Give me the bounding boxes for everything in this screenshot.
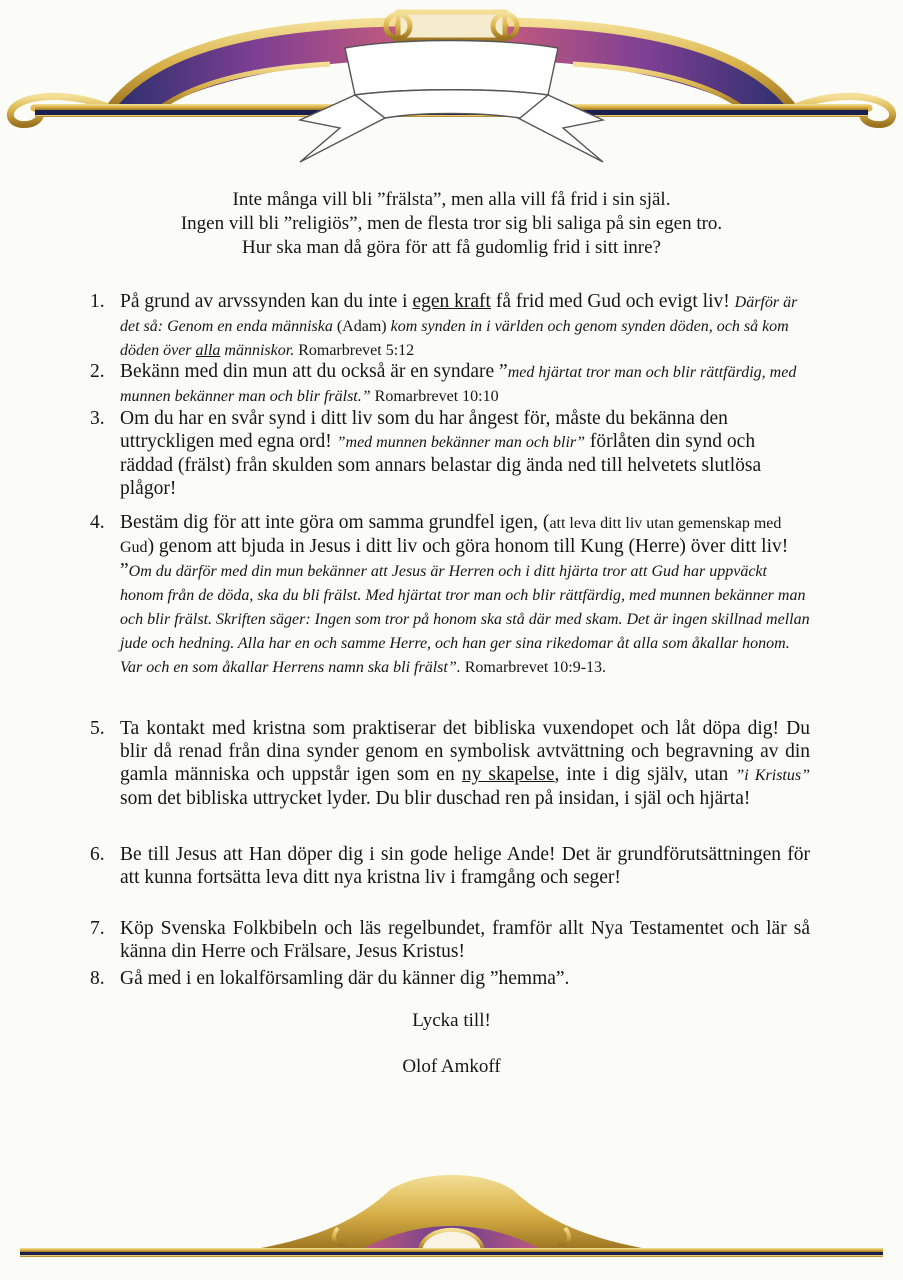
item-text: få frid med Gud och evigt liv!: [490, 291, 735, 312]
bible-reference: Romarbrevet 10:9-13.: [460, 659, 607, 676]
item-text: Köp Svenska Folkbibeln och läs regelbundet, framför allt Nya Testamentet och lär så känna din Herre och Frälsare, Jesus Kristus!: [120, 918, 810, 962]
item-number: 7.: [90, 918, 105, 939]
bottom-ornament: [0, 1168, 903, 1268]
item-quote: människor.: [220, 342, 295, 359]
intro-line: Inte många vill bli ”frälsta”, men alla vill få frid i sin själ.: [232, 189, 671, 210]
item-text: Ta kontakt med kristna som praktiserar det bibliska vuxendopet och låt döpa dig! Du blir då renad från dina synder genom en symbolisk avtvättning och begravning av din gamla människa och uppstår igen som en: [120, 718, 810, 785]
item-quote: kom synden in i världen och genom synden döden, och så kom döden över: [120, 318, 789, 359]
item-number: 3.: [90, 408, 105, 429]
item-quote: ”med munnen bekänner man och blir”: [336, 434, 586, 451]
list-item: [90, 511, 810, 713]
intro-line: Hur ska man då göra för att få gudomlig frid i sitt inre?: [242, 237, 661, 258]
item-underlined: egen kraft: [412, 291, 491, 312]
item-text: Be till Jesus att Han döper dig i sin gode helige Ande! Det är grundförutsättningen för att kunna fortsätta leva ditt nya kristna liv i framgång och seger!: [120, 844, 810, 888]
bible-reference: Romarbrevet 10:10: [370, 388, 499, 405]
steps-list: [90, 290, 810, 991]
item-text: Gå med i en lokalförsamling där du känner dig ”hemma”.: [120, 968, 570, 989]
item-quote: ”i Kristus”: [735, 767, 810, 784]
item-text: Om du har en svår synd i ditt liv som du har ångest för, måste du bekänna den uttryckligen med egna ord!: [120, 408, 728, 452]
signature: Olof Amkoff: [402, 1056, 501, 1077]
item-text: förlåten din synd och räddad (frälst) från skulden som annars belastar dig ända ned till helvetets slutlösa plågor!: [120, 431, 762, 499]
item-small-text: (Adam): [332, 318, 391, 335]
closing-greeting: Lycka till!: [412, 1010, 491, 1031]
intro-text: [60, 188, 843, 260]
item-quote: Om du därför med din mun bekänner att Jesus är Herren och i ditt hjärta tror att Gud har uppväckt honom från de döda, ska du bli frälst. Med hjärtat tror man och blir rättfärdig, med munnen bekänner man och blir frälst. Skriften säger: Ingen som tror på honom ska stå där med skam. Det är ingen skillnad mellan jude och hedning. Alla har en och samme Herre, och han ger sina rikedomar åt alla som åkallar honom. Var och en som åkallar Herrens namn ska bli frälst”.: [120, 563, 810, 676]
item-number: 5.: [90, 718, 105, 739]
top-banner-ornament: [0, 0, 903, 170]
item-quote: Därför är det så: Genom en enda människa: [120, 294, 798, 335]
item-text: Bestäm dig för att inte göra om samma grundfel igen, (: [120, 512, 550, 533]
item-number: 1.: [90, 291, 105, 312]
item-small-text: att leva ditt liv utan gemenskap med Gud: [120, 515, 782, 556]
bible-reference: Romarbrevet 5:12: [294, 342, 415, 359]
item-number: 8.: [90, 968, 105, 989]
item-text: På grund av arvssynden kan du inte i: [120, 291, 413, 312]
list-item: [90, 843, 810, 915]
list-item: [90, 290, 810, 359]
item-underlined: ny skapelse: [461, 764, 555, 785]
list-item: [90, 360, 810, 406]
list-item: [90, 967, 810, 991]
item-number: 4.: [90, 512, 105, 533]
item-text: , inte i dig själv, utan: [554, 764, 736, 785]
item-quote: med hjärtat tror man och blir rättfärdig, med munnen bekänner man och blir frälst.”: [120, 364, 797, 405]
item-number: 2.: [90, 361, 105, 382]
item-quote-underlined: alla: [195, 342, 221, 359]
list-item: [90, 407, 810, 507]
item-text: ) genom att bjuda in Jesus i ditt liv och göra honom till Kung (Herre) över ditt liv! ”: [120, 536, 789, 581]
item-text: som det bibliska uttrycket lyder. Du blir duschad ren på insidan, i själ och hjärta!: [120, 788, 751, 809]
list-item: [90, 917, 810, 965]
item-number: 6.: [90, 844, 105, 865]
list-item: [90, 717, 810, 839]
intro-line: Ingen vill bli ”religiös”, men de flesta tror sig bli saliga på sin egen tro.: [180, 213, 723, 234]
item-text: Bekänn med din mun att du också är en syndare ”: [120, 361, 508, 382]
